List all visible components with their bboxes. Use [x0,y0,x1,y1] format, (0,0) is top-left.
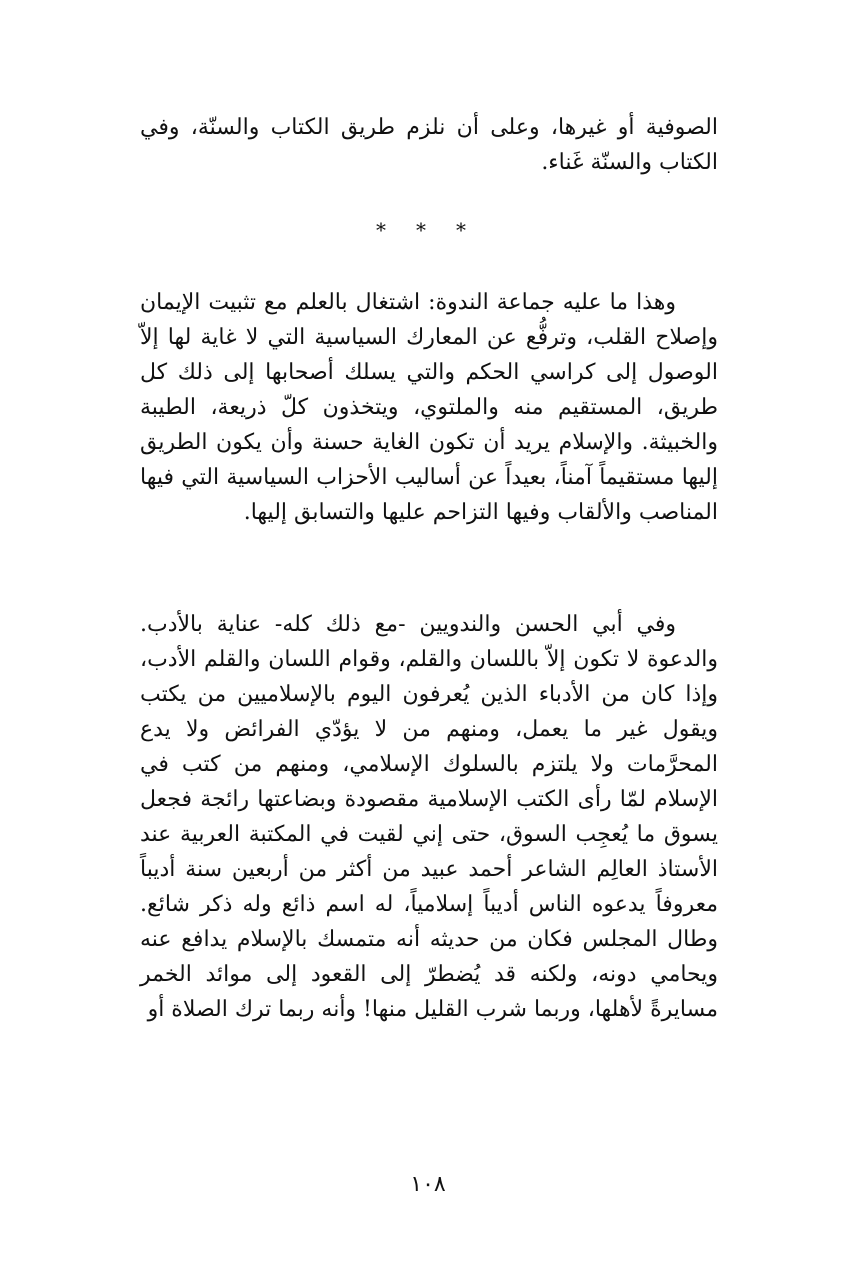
paragraph-nadwa [140,285,718,530]
section-separator [0,218,856,242]
paragraph-continuation [140,110,718,180]
paragraph-text: وفي أبي الحسن والندويين -مع ذلك كله- عناية بالأدب. والدعوة لا تكون إلاّ باللسان والقلم، وقوام اللسان والقلم الأدب، وإذا كان من الأدباء الذين يُعرفون اليوم بالإسلاميين من يكتب ويقول غير ما يعمل، ومنهم من لا يؤدّي الفرائض ولا يدع المحرَّمات ولا يلتزم بالسلوك الإسلامي، ومنهم من كتب في الإسلام لمّا رأى الكتب الإسلامية مقصودة وبضاعتها رائجة فجعل يسوق ما يُعجِب السوق، حتى إني لقيت في المكتبة العربية عند الأستاذ العالِم الشاعر أحمد عبيد من أكثر من أربعين سنة أديباً معروفاً يدعوه الناس أديباً إسلامياً، له اسم ذائع وله ذكر شائع. وطال المجلس فكان من حديثه أنه متمسك بالإسلام يدافع عنه ويحامي دونه، ولكنه قد يُضطرّ إلى القعود إلى موائد الخمر مسايرةً لأهلها، وربما شرب القليل منها! وأنه ربما ترك الصلاة أو [140,612,718,1022]
separator-asterisk: * [456,218,480,242]
separator-asterisk: * [376,218,400,242]
paragraph-text: وهذا ما عليه جماعة الندوة: اشتغال بالعلم مع تثبيت الإيمان وإصلاح القلب، وترفُّع عن المعارك السياسية التي لا غاية لها إلاّ الوصول إلى كراسي الحكم والتي يسلك أصحابها إلى ذلك كل طريق، المستقيم منه والملتوي، ويتخذون كلّ ذريعة، الطيبة والخبيثة. والإسلام يريد أن تكون الغاية حسنة وأن يكون الطريق إليها مستقيماً آمناً، بعيداً عن أساليب الأحزاب السياسية التي فيها المناصب والألقاب وفيها التزاحم عليها والتسابق إليها. [140,290,718,525]
separator-asterisk: * [416,218,440,242]
paragraph-text: الصوفية أو غيرها، وعلى أن نلزم طريق الكتاب والسنّة، وفي الكتاب والسنّة غَناء. [140,115,718,175]
paragraph-literature [140,607,718,1027]
page-number: ١٠٨ [410,1172,446,1197]
